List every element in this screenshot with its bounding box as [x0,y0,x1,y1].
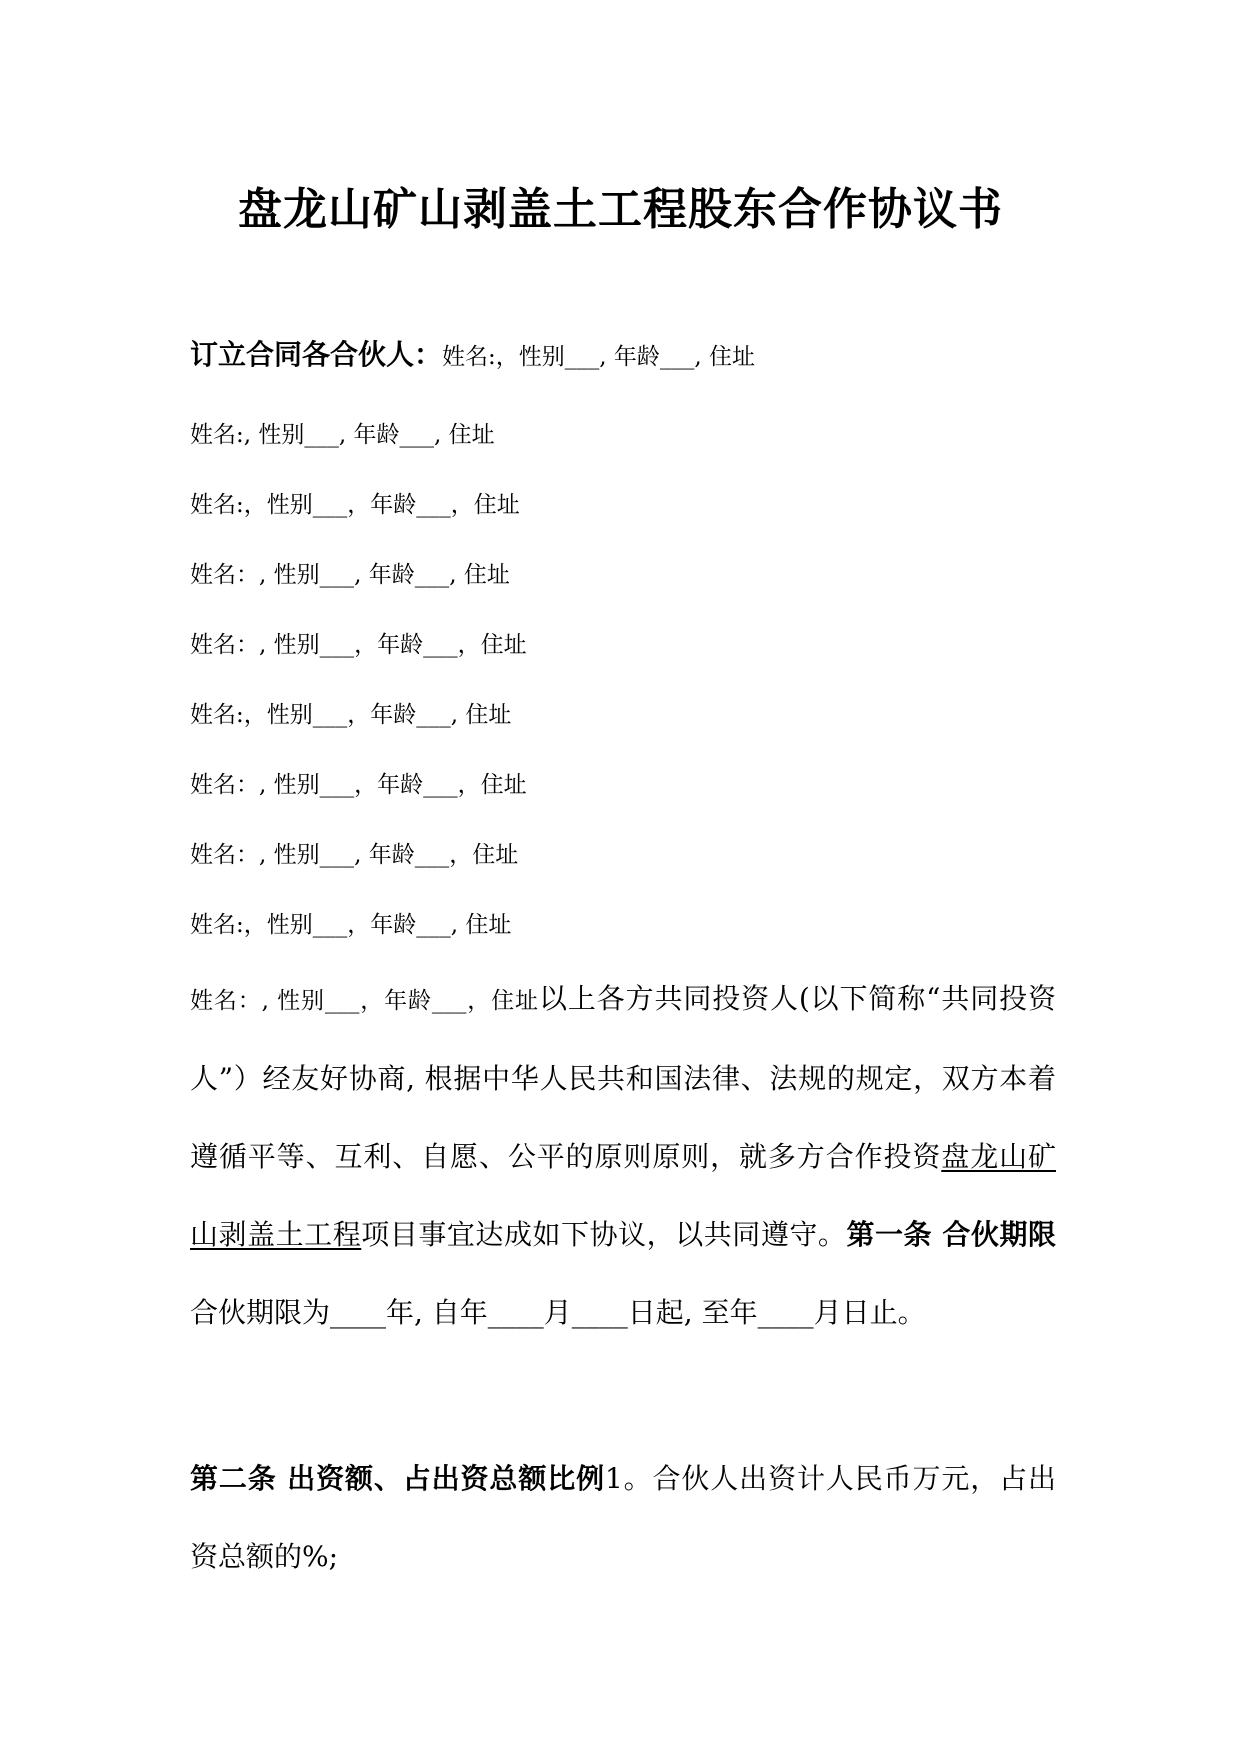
partner-entry: 姓名:，性别___，年龄___, 住址 [190,912,512,938]
partners-intro-line [190,340,755,372]
preamble-text: 以上各方共同投资人(以下简称“共同投资人”）经友好协商, 根据中华人民共和国法律、法规的规定，双方本着遵循平等、互利、自愿、公平的原则原则，就多方合作投资 [190,982,1056,1173]
partner-entry: 姓名:，性别___，年龄___, 住址 [190,702,512,728]
article-2-text: 1。合伙人出资计人民币万元，占出资总额的%; [190,1462,1056,1573]
project-name: 盘龙山矿山剥盖土工程 [190,1140,1056,1251]
partner-entry: 姓名:，性别___, 年龄___, 住址 [442,344,756,370]
preamble-text-end: 项目事宜达成如下协议，以共同遵守。 [361,1218,847,1251]
partner-entry: 姓名:，性别___，年龄___，住址 [190,492,520,518]
partner-entry: 姓名:, 性别___, 年龄___, 住址 [190,422,495,448]
partner-entry: 姓名：, 性别___, 年龄___，住址 [190,842,519,868]
agreement-preamble-paragraph [190,960,1056,1352]
document-title: 盘龙山矿山剥盖土工程股东合作协议书 [238,184,1003,235]
article-2-heading: 第二条 出资额、占出资总额比例 [190,1462,605,1495]
article-1-text: 合伙期限为____年, 自年____月____日起, 至年____月日止。 [190,1296,926,1329]
partner-entry: 姓名：, 性别___, 年龄___, 住址 [190,562,510,588]
partner-entry: 姓名：, 性别___，年龄___，住址 [190,988,539,1014]
partners-intro-label: 订立合同各合伙人： [190,338,443,371]
partner-entry: 姓名：, 性别___，年龄___，住址 [190,772,527,798]
partner-entry: 姓名：, 性别___，年龄___，住址 [190,632,527,658]
article-2-paragraph [190,1440,1056,1596]
article-1-heading: 第一条 合伙期限 [846,1218,1056,1251]
